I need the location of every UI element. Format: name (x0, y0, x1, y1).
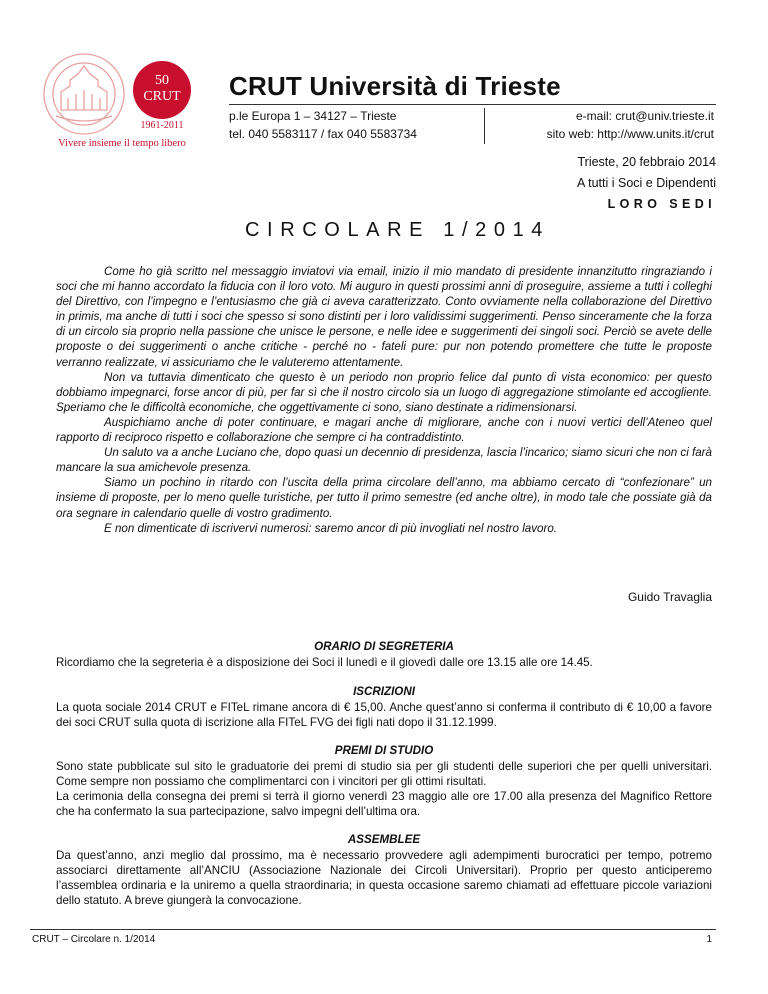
recipient-line: A tutti i Soci e Dipendenti (577, 176, 716, 190)
footer-divider (30, 929, 716, 930)
organization-title: CRUT Università di Trieste (229, 71, 561, 101)
letter-paragraph: Auspichiamo anche di poter continuare, e magari anche di migliorare, anche con i nuovi vertici dell’Ateneo quel rapporto di reciproco rispetto e collaborazione che sempre ci ha contraddistinto. (56, 415, 712, 445)
badge-years: 1961-2011 (140, 120, 184, 131)
letter-paragraph: Un saluto va a anche Luciano che, dopo quasi un decennio di presidenza, lascia l’incarico; siamo sicuri che non ci farà mancare la sua amichevole presenza. (56, 446, 712, 475)
recipient-block (577, 152, 716, 215)
section-body-iscrizioni (56, 700, 712, 730)
phone-fax: tel. 040 5583117 / fax 040 5583734 (229, 127, 417, 141)
website-address: sito web: http://www.units.it/crut (546, 127, 714, 141)
letter-paragraph: Siamo un pochino in ritardo con l’uscita della prima circolare dell’anno, ma abbiamo cercato di “confezionare” un insieme di proposte, per lo meno quelle turistiche, per tutto il primo semestre (ed anche oltre), in modo tale che possiate già da ora segnare in calendario quelle di vostro gradimento. (56, 476, 712, 520)
circular-title: CIRCOLARE 1/2014 (245, 219, 551, 241)
badge-number: 50 (155, 73, 169, 88)
university-seal-icon (34, 50, 210, 150)
place-date: Trieste, 20 febbraio 2014 (577, 155, 716, 169)
section-paragraph: Da quest’anno, anzi meglio dal prossimo, ma è necessario provvedere agli adempimenti burocratici per tempo, potremo associarci direttamente all’ANCIU (Associazione Nazionale dei Circoli Universitari). Proprio per questo anticiperemo l’assemblea ordinaria e la uniremo a quella straordinaria; in questa occasione saremo chiamati ad effettuare piccole variazioni dello statuto. A breve giungerà la convocazione. (56, 849, 712, 908)
section-title-premi: PREMI DI STUDIO (334, 744, 434, 757)
crut-logo (34, 50, 210, 150)
letter-paragraph: E non dimenticate di iscrivervi numerosi: saremo ancor di più invogliati nel nostro lavoro. (104, 521, 558, 535)
section-paragraph: Sono state pubblicate sul sito le graduatorie dei premi di studio sia per gli studenti delle superiori che per quelli universitari. Come sempre non possiamo che complimentarci con i vincitori per gli ottimi risultati. (56, 760, 712, 789)
page-number: 1 (706, 934, 712, 945)
section-paragraph: La cerimonia della consegna dei premi si terrà il giorno venerdì 23 maggio alle ore 17.00 alla presenza del Magnifico Rettore che ha confermato la sua partecipazione, salvo impegni dell’ultima ora. (56, 790, 712, 819)
section-title-orario: ORARIO DI SEGRETERIA (314, 640, 454, 653)
president-letter (56, 264, 712, 536)
logo-motto: Vivere insieme il tempo libero (58, 138, 186, 149)
signature: Guido Travaglia (627, 590, 712, 604)
section-paragraph: La quota sociale 2014 CRUT e FITeL rimane ancora di € 15,00. Anche quest’anno si conferma il contributo di € 10,00 a favore dei soci CRUT sulla quota di iscrizione alla FITeL FVG dei figli nati dopo il 31.12.1999. (56, 701, 712, 730)
badge-name: CRUT (143, 89, 181, 104)
section-body-premi (56, 759, 712, 819)
online-contact-block (547, 107, 714, 143)
header-divider (229, 104, 716, 105)
section-paragraph: Ricordiamo che la segreteria è a disposizione dei Soci il lunedì e il giovedì dalle ore 13.15 alle ore 14.45. (56, 656, 593, 669)
section-title-iscrizioni: ISCRIZIONI (353, 685, 415, 698)
email-address: e-mail: crut@univ.trieste.it (576, 109, 714, 123)
postal-contact-block (229, 107, 417, 143)
postal-address: p.le Europa 1 – 34127 – Trieste (229, 109, 397, 123)
section-body-assemblee (56, 848, 712, 908)
section-body-orario (56, 655, 712, 670)
contact-divider (484, 108, 485, 144)
section-title-assemblee: ASSEMBLEE (347, 833, 421, 846)
letter-paragraph: Come ho già scritto nel messaggio inviatovi via email, inizio il mio mandato di presidente innanzitutto ringraziando i soci che mi hanno accordato la fiducia con il loro voto. Mi auguro in questi prossimi anni di proseguire, assieme a tutti i colleghi del Direttivo, con l’impegno e l’entusiasmo che già ci aveva caratterizzato. Conto ovviamente nella collaborazione del Direttivo in primis, ma anche di tutti i soci che spesso si sono distinti per i loro validissimi suggerimenti. Penso sinceramente che la forza di un circolo sia proprio nella passione che unisce le persone, e nelle idee e suggerimenti dei singoli soci. Perciò se avete delle proposte o dei suggerimenti o anche critiche - perché no - fateli pure: pur non potendo promettere che tutte le proposte verranno realizzate, vi assicuriamo che le valuteremo attentamente. (56, 265, 712, 369)
loro-sedi: LORO SEDI (607, 197, 716, 211)
letter-paragraph: Non va tuttavia dimenticato che questo è un periodo non proprio felice dal punto di vista economico: per questo dobbiamo impegnarci, forse ancor di più, per far sì che il nostro circolo sia un luogo di aggregazione stimolante ed accogliente. Speriamo che le difficoltà economiche, che oggettivamente ci sono, siano destinate a ridimensionarsi. (56, 370, 712, 414)
footer-label: CRUT – Circolare n. 1/2014 (32, 934, 156, 945)
